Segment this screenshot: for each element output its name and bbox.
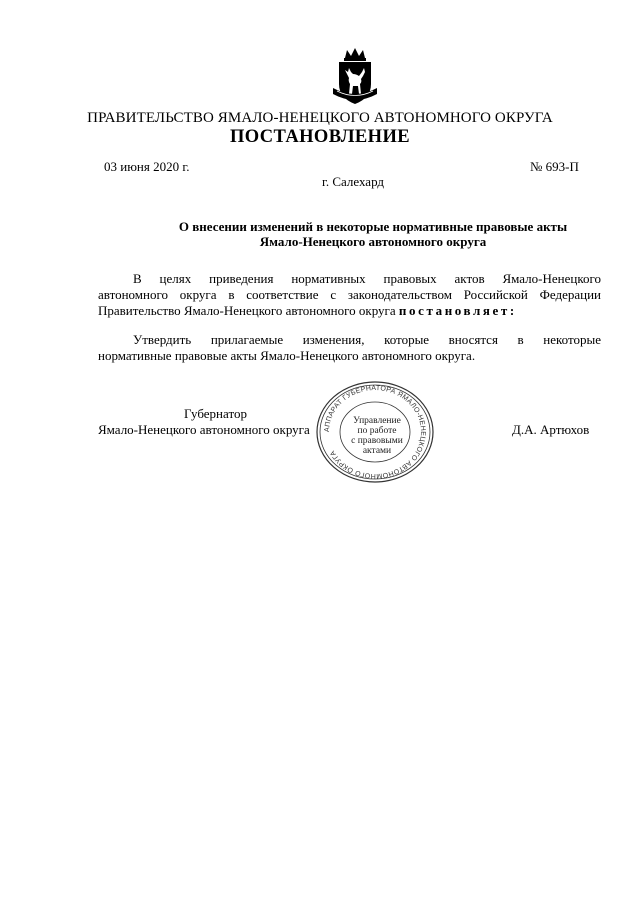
decree-word: постановляет: <box>398 303 517 318</box>
stamp-line-1: Управление <box>353 416 401 426</box>
resolution-line-2: нормативные правовые акты Ямало-Ненецкого автономного округа. <box>98 348 476 363</box>
title-line-2: Ямало-Ненецкого автономного округа <box>259 234 487 249</box>
preamble-line-3-text: Правительство Ямало-Ненецкого автономного округа <box>98 303 396 318</box>
preamble-line-2: автономного округа в соответствие с законодательством Российской Федерации <box>98 287 601 302</box>
signatory-name: Д.А. Артюхов <box>512 422 590 437</box>
preamble-line-1: В целях приведения нормативных правовых актов Ямало-Ненецкого <box>133 271 601 286</box>
stamp-center-text <box>342 416 412 456</box>
signatory-title: Губернатор <box>184 406 247 421</box>
resolution-line-1: Утвердить прилагаемые изменения, которые вносятся в некоторые <box>133 332 601 347</box>
document-type: ПОСТАНОВЛЕНИЕ <box>229 127 410 147</box>
coat-of-arms-emblem <box>331 48 379 106</box>
signatory-region: Ямало-Ненецкого автономного округа <box>98 422 310 437</box>
stamp-ring-text: АППАРАТ ГУБЕРНАТОРА ЯМАЛО-НЕНЕЦКОГО АВТОНОМНОГО ОКРУГА <box>323 384 427 480</box>
document-number: № 693-П <box>530 159 579 174</box>
stamp-line-2: по работе <box>357 426 397 436</box>
paragraph-resolution <box>98 332 601 364</box>
document-title <box>40 219 640 249</box>
stamp-line-4: актами <box>362 446 392 456</box>
paragraph-preamble <box>98 271 601 319</box>
title-line-1: О внесении изменений в некоторые нормативные правовые акты <box>178 219 568 234</box>
document-city: г. Салехард <box>321 174 385 189</box>
document-date: 03 июня 2020 г. <box>104 159 190 174</box>
stamp-line-3: с правовыми <box>351 436 403 446</box>
preamble-line-3 <box>98 303 601 319</box>
government-name: ПРАВИТЕЛЬСТВО ЯМАЛО-НЕНЕЦКОГО АВТОНОМНОГО ОКРУГА <box>87 110 553 126</box>
